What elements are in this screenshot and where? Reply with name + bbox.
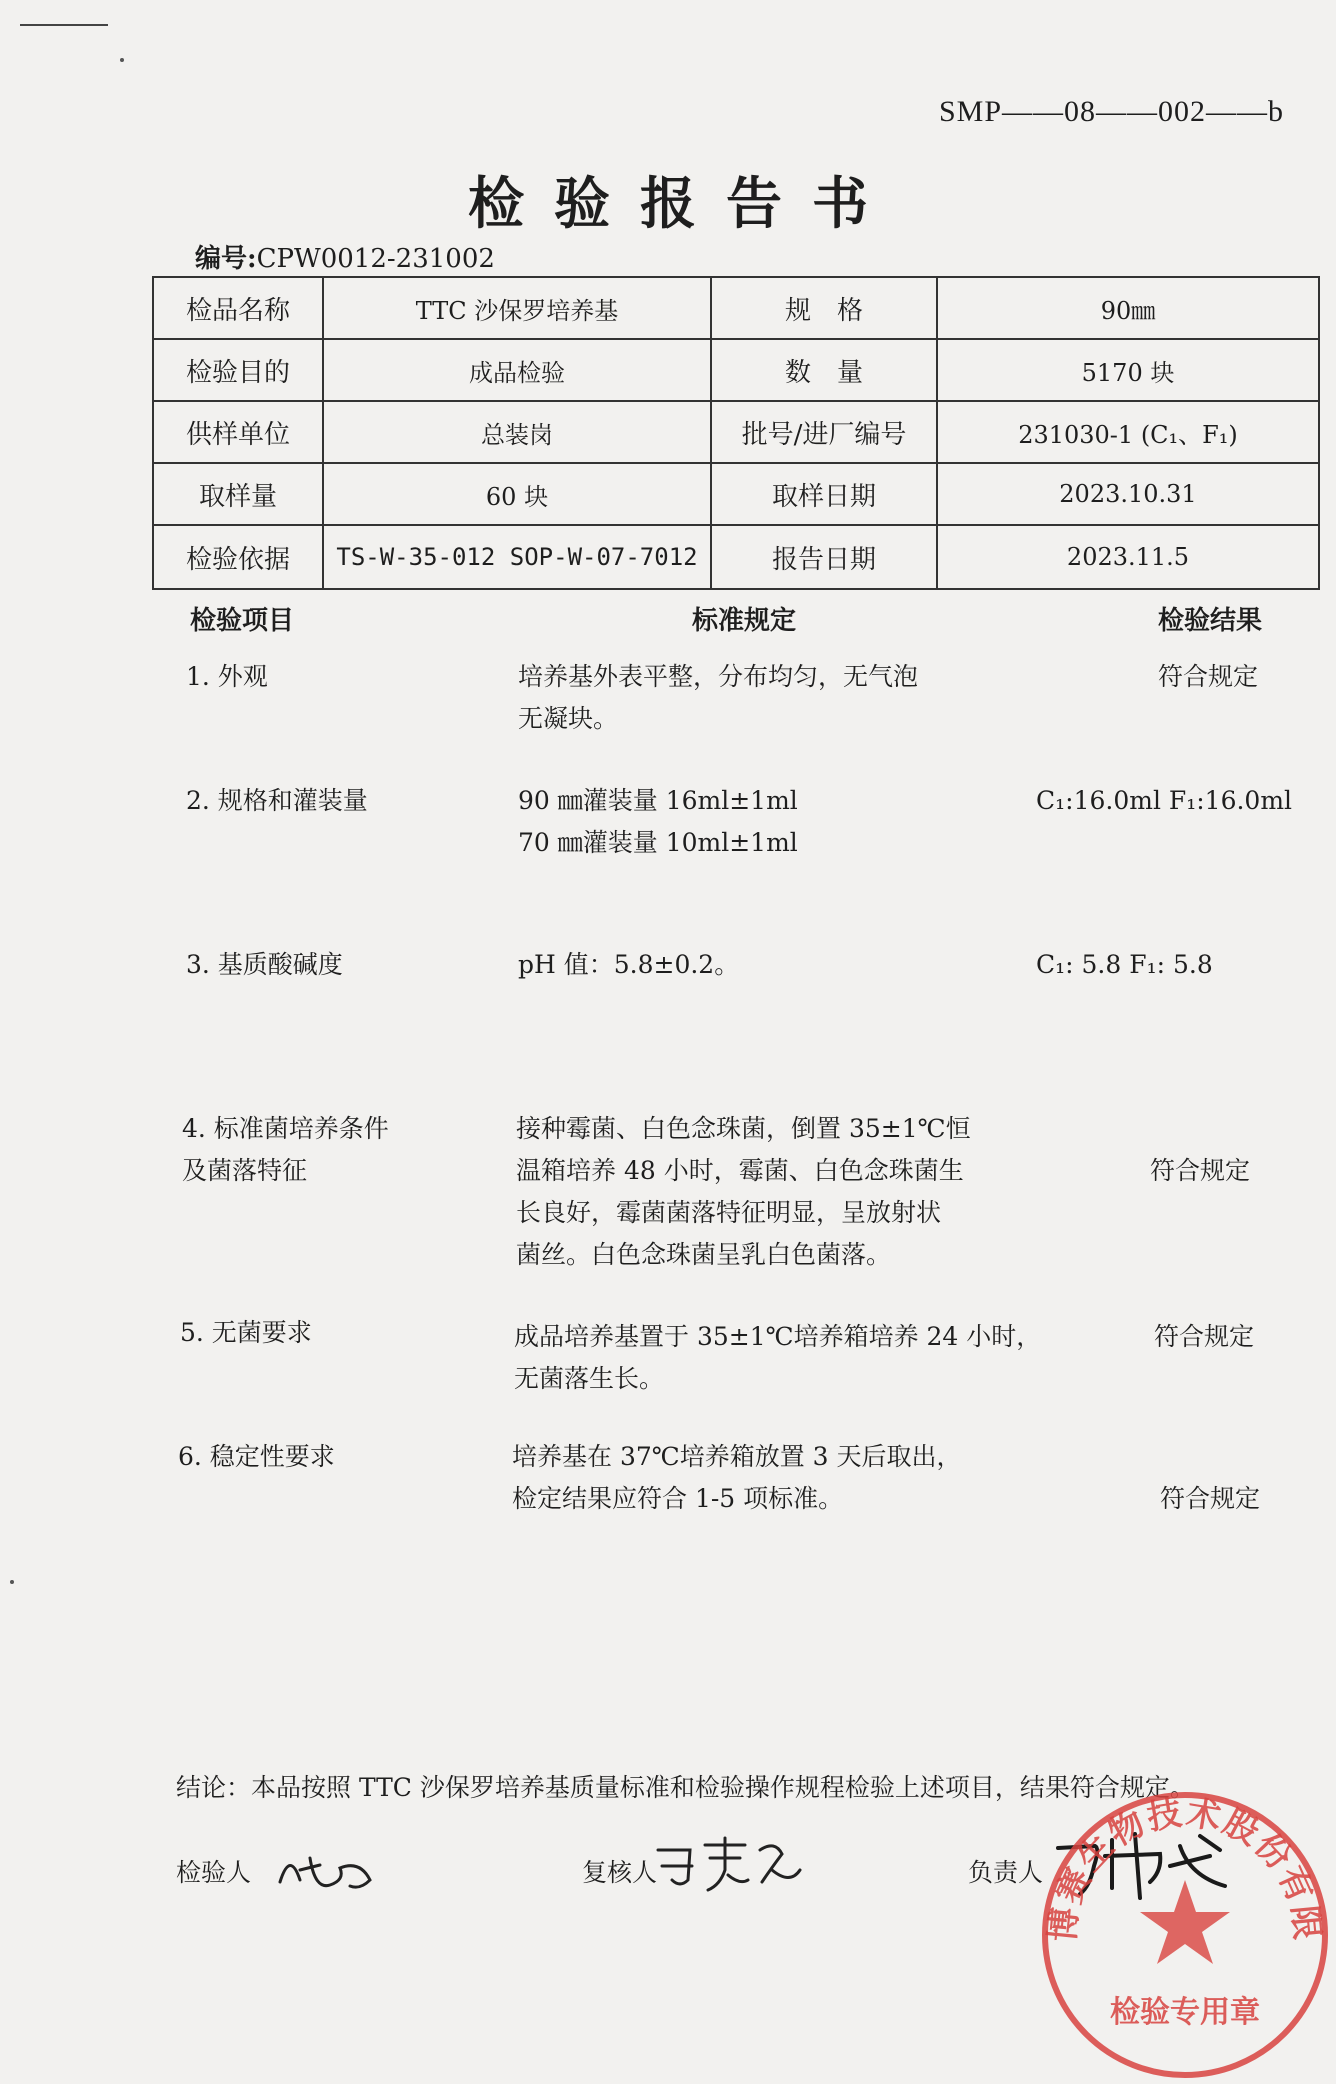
inspector-signature [270, 1840, 390, 1900]
item-name-line: 4. 标准菌培养条件 [182, 1114, 389, 1143]
serial-value: CPW0012-231002 [256, 244, 495, 274]
inspector-label: 检验人 [176, 1858, 252, 1887]
value-batch-number: 231030-1 (C₁、F₁) [937, 401, 1319, 463]
value-sample-name: TTC 沙保罗培养基 [323, 277, 711, 339]
item-standard [518, 780, 1038, 864]
standard-line: pH 值：5.8±0.2。 [518, 950, 740, 979]
standard-line: 检定结果应符合 1-5 项标准。 [512, 1484, 844, 1513]
item-result: C₁: 5.8 F₁: 5.8 [1036, 950, 1213, 979]
standard-line: 90 ㎜灌装量 16ml±1ml [518, 786, 798, 815]
table-row [153, 277, 1319, 339]
value-quantity: 5170 块 [937, 339, 1319, 401]
item-name: 1. 外观 [186, 662, 268, 691]
header-result: 检验结果 [1158, 606, 1263, 636]
standard-line: 无菌落生长。 [514, 1364, 665, 1393]
label-specification: 规 格 [711, 277, 937, 339]
standard-line: 接种霉菌、白色念珠菌，倒置 35±1℃恒 [516, 1114, 971, 1143]
standard-line: 培养基在 37℃培养箱放置 3 天后取出， [512, 1442, 962, 1471]
header-item: 检验项目 [190, 606, 295, 636]
item-standard [518, 944, 1038, 986]
report-title: 检验报告书 [468, 171, 898, 237]
conclusion-text: 结论：本品按照 TTC 沙保罗培养基质量标准和检验操作规程检验上述项目，结果符合规定。 [176, 1773, 1195, 1802]
label-sampling-date: 取样日期 [711, 463, 937, 525]
seal-stamp-graphic [1020, 1760, 1336, 2080]
table-row [153, 525, 1319, 589]
reviewer-label: 复核人 [582, 1858, 658, 1887]
responsible-label: 负责人 [968, 1858, 1044, 1887]
standard-line: 长良好，霉菌菌落特征明显，呈放射状 [516, 1198, 942, 1227]
item-standard [514, 1316, 1094, 1400]
scan-speck [10, 1580, 14, 1584]
scan-edge-mark [20, 24, 108, 26]
table-row [153, 463, 1319, 525]
item-standard [516, 1108, 1036, 1276]
standard-line: 无凝块。 [518, 704, 619, 733]
item-name-line: 及菌落特征 [182, 1156, 308, 1185]
value-basis: TS-W-35-012 SOP-W-07-7012 [323, 525, 711, 589]
scan-speck [120, 58, 124, 62]
label-report-date: 报告日期 [711, 525, 937, 589]
value-sampling-date: 2023.10.31 [937, 463, 1319, 525]
standard-line: 培养基外表平整，分布均匀，无气泡 [518, 662, 919, 691]
item-name: 3. 基质酸碱度 [186, 950, 343, 979]
item-result: 符合规定 [1160, 1484, 1261, 1513]
item-result: C₁:16.0ml F₁:16.0ml [1036, 786, 1293, 815]
label-quantity: 数 量 [711, 339, 937, 401]
label-batch-number: 批号/进厂编号 [711, 401, 937, 463]
item-standard [518, 656, 1038, 740]
label-sample-name: 检品名称 [153, 277, 323, 339]
company-seal [1020, 1760, 1336, 2080]
item-result: 符合规定 [1158, 662, 1259, 691]
label-supplier: 供样单位 [153, 401, 323, 463]
item-name [182, 1108, 389, 1192]
standard-line: 菌丝。白色念珠菌呈乳白色菌落。 [516, 1240, 892, 1269]
value-report-date: 2023.11.5 [937, 525, 1319, 589]
item-name: 5. 无菌要求 [180, 1318, 312, 1347]
standard-line: 温箱培养 48 小时，霉菌、白色念珠菌生 [516, 1156, 964, 1185]
value-supplier: 总装岗 [323, 401, 711, 463]
value-specification: 90㎜ [937, 277, 1319, 339]
item-standard [512, 1436, 1032, 1520]
item-name: 6. 稳定性要求 [178, 1442, 335, 1471]
seal-inner-text: 检验专用章 [1110, 1995, 1260, 2030]
table-row [153, 401, 1319, 463]
header-standard: 标准规定 [692, 606, 797, 636]
item-result: 符合规定 [1154, 1322, 1255, 1351]
label-sample-amount: 取样量 [153, 463, 323, 525]
seal-outer-text: 博赛生物技术股份有限 [1042, 1792, 1328, 1944]
label-basis: 检验依据 [153, 525, 323, 589]
reviewer-signature [650, 1830, 810, 1900]
standard-line: 70 ㎜灌装量 10ml±1ml [518, 828, 798, 857]
value-sample-amount: 60 块 [323, 463, 711, 525]
document-code: SMP——08——002——b [938, 95, 1284, 128]
standard-line: 成品培养基置于 35±1℃培养箱培养 24 小时， [514, 1322, 1042, 1351]
sample-info-table [152, 276, 1320, 590]
item-name: 2. 规格和灌装量 [186, 786, 368, 815]
table-row [153, 339, 1319, 401]
serial-label: 编号: [195, 244, 257, 274]
serial-number [195, 238, 495, 275]
label-purpose: 检验目的 [153, 339, 323, 401]
item-result: 符合规定 [1150, 1156, 1251, 1185]
value-purpose: 成品检验 [323, 339, 711, 401]
